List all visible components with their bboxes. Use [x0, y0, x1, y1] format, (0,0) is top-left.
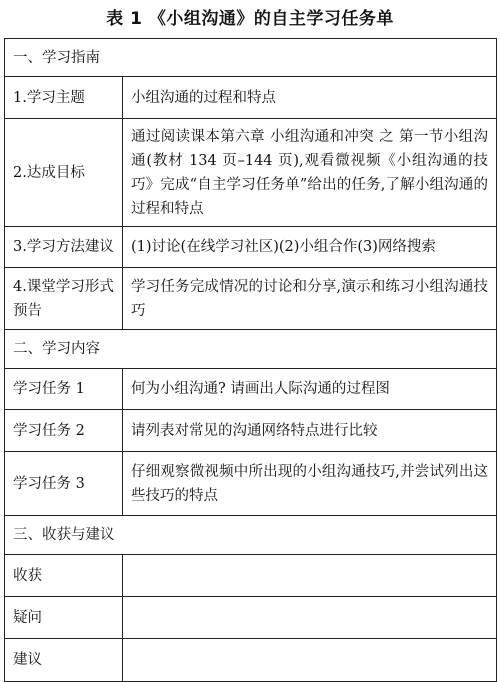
- row-label-method: 3.学习方法建议: [5, 227, 123, 268]
- row-content-task-1: 何为小组沟通? 请画出人际沟通的过程图: [123, 369, 497, 410]
- section-row-gains: [5, 516, 497, 555]
- row-label-class-form: 4.课堂学习形式预告: [5, 268, 123, 330]
- self-study-task-table: [4, 38, 497, 682]
- row-content-method: (1)讨论(在线学习社区)(2)小组合作(3)网络搜索: [123, 227, 497, 268]
- row-content-questions: [123, 597, 497, 639]
- section-heading-gains: 三、收获与建议: [5, 516, 497, 555]
- row-label-topic: 1.学习主题: [5, 77, 123, 119]
- table-row: [5, 227, 497, 268]
- section-row-guide: [5, 39, 497, 77]
- table-row: [5, 597, 497, 639]
- row-content-suggestions: [123, 639, 497, 682]
- row-label-goal: 2.达成目标: [5, 119, 123, 227]
- row-content-task-2: 请列表对常见的沟通网络特点进行比较: [123, 410, 497, 452]
- row-content-gains: [123, 555, 497, 597]
- table-row: [5, 452, 497, 516]
- table-row: [5, 77, 497, 119]
- table-row: [5, 555, 497, 597]
- table-row: [5, 639, 497, 682]
- row-label-task-3: 学习任务 3: [5, 452, 123, 516]
- section-row-content: [5, 330, 497, 369]
- row-label-questions: 疑问: [5, 597, 123, 639]
- row-content-goal: 通过阅读课本第六章 小组沟通和冲突 之 第一节小组沟通(教材 134 页–144 页),观看微视频《小组沟通的技巧》完成“自主学习任务单”给出的任务,了解小组沟通的过程和特点: [123, 119, 497, 227]
- table-title: 表 1 《小组沟通》的自主学习任务单: [106, 9, 394, 29]
- row-content-class-form: 学习任务完成情况的讨论和分享,演示和练习小组沟通技巧: [123, 268, 497, 330]
- section-heading-guide: 一、学习指南: [5, 39, 497, 77]
- row-content-task-3: 仔细观察微视频中所出现的小组沟通技巧,并尝试列出这些技巧的特点: [123, 452, 497, 516]
- row-label-suggestions: 建议: [5, 639, 123, 682]
- table-row: [5, 268, 497, 330]
- row-label-task-1: 学习任务 1: [5, 369, 123, 410]
- table-row: [5, 369, 497, 410]
- row-label-task-2: 学习任务 2: [5, 410, 123, 452]
- row-label-gains: 收获: [5, 555, 123, 597]
- table-row: [5, 410, 497, 452]
- section-heading-content: 二、学习内容: [5, 330, 497, 369]
- row-content-topic: 小组沟通的过程和特点: [123, 77, 497, 119]
- table-row: [5, 119, 497, 227]
